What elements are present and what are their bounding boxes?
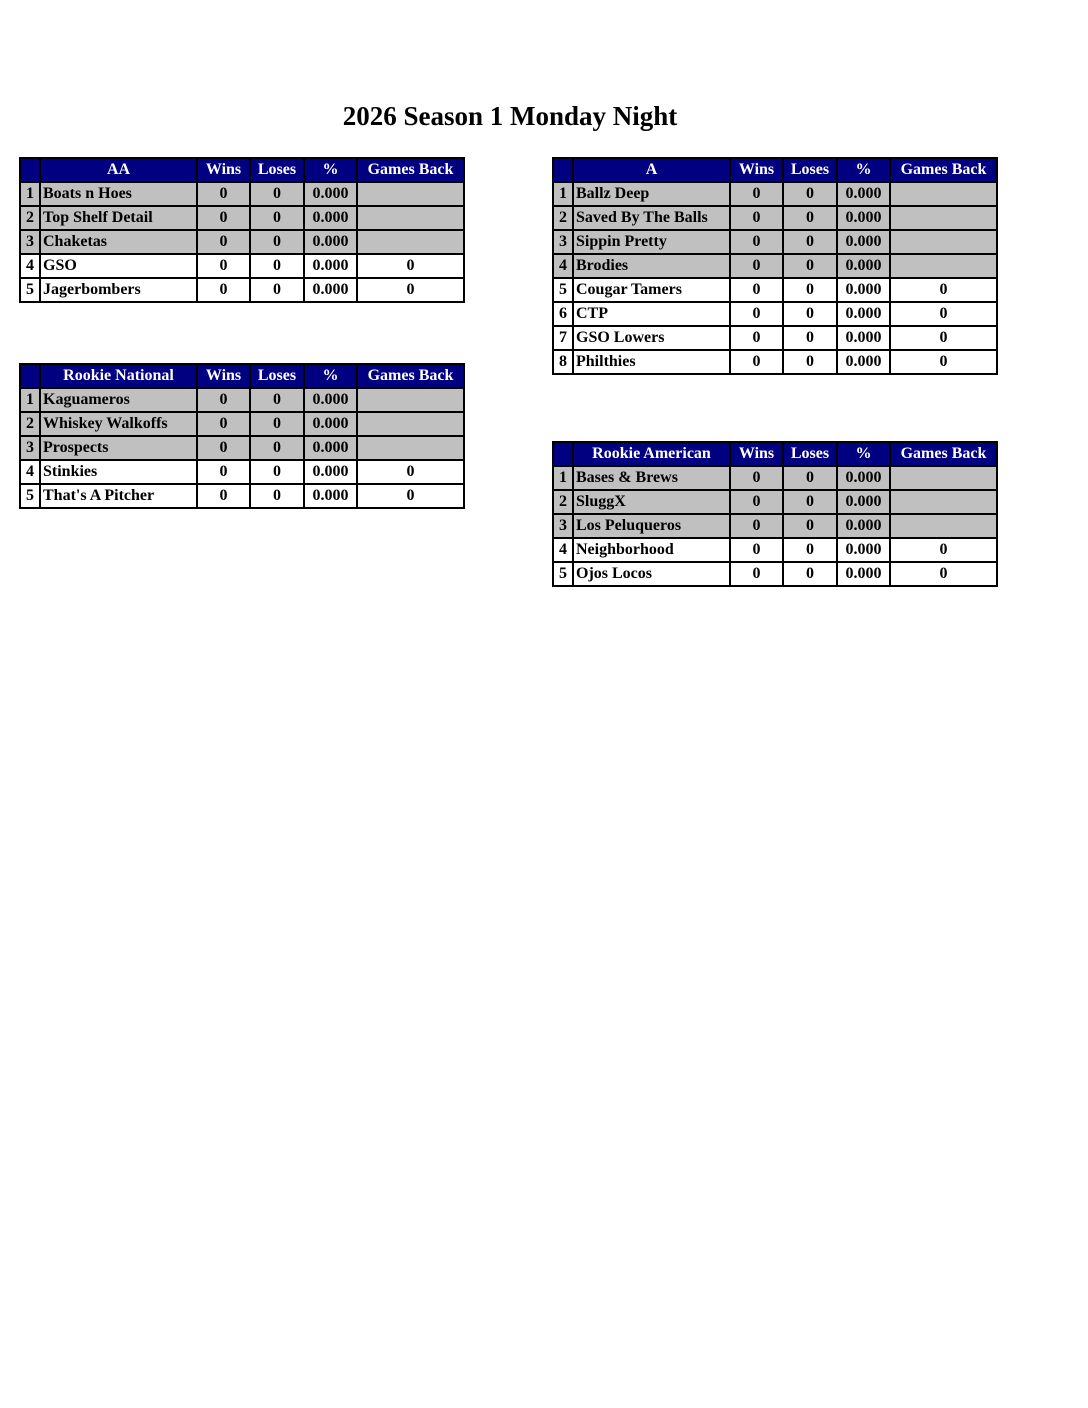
standings-table-rookie-national — [19, 363, 465, 509]
pct-cell: 0.000 — [304, 388, 357, 412]
pct-header: % — [304, 364, 357, 388]
team-name-cell: That's A Pitcher — [40, 484, 197, 508]
team-name-cell: GSO — [40, 254, 197, 278]
games-back-cell — [890, 490, 997, 514]
table-row — [20, 206, 464, 230]
team-name-cell: Ojos Locos — [573, 562, 730, 586]
rank-cell: 7 — [553, 326, 573, 350]
rank-cell: 5 — [20, 484, 40, 508]
wins-cell: 0 — [730, 538, 783, 562]
pct-cell: 0.000 — [837, 350, 890, 374]
pct-cell: 0.000 — [304, 254, 357, 278]
team-name-cell: Jagerbombers — [40, 278, 197, 302]
rank-cell: 4 — [20, 254, 40, 278]
games-back-cell — [357, 412, 464, 436]
pct-cell: 0.000 — [304, 230, 357, 254]
page-title: 2026 Season 1 Monday Night — [342, 101, 678, 131]
wins-cell: 0 — [730, 466, 783, 490]
loses-cell: 0 — [783, 538, 837, 562]
loses-cell: 0 — [250, 230, 304, 254]
loses-cell: 0 — [783, 466, 837, 490]
team-name-cell: Stinkies — [40, 460, 197, 484]
pct-cell: 0.000 — [304, 206, 357, 230]
loses-cell: 0 — [250, 436, 304, 460]
rank-cell: 1 — [553, 466, 573, 490]
loses-cell: 0 — [250, 412, 304, 436]
table-row — [553, 230, 997, 254]
games-back-cell — [357, 182, 464, 206]
team-name-cell: Los Peluqueros — [573, 514, 730, 538]
table-row — [553, 326, 997, 350]
rank-cell: 4 — [553, 254, 573, 278]
wins-cell: 0 — [730, 182, 783, 206]
table-row — [20, 436, 464, 460]
pct-cell: 0.000 — [837, 562, 890, 586]
table-row — [553, 350, 997, 374]
loses-cell: 0 — [783, 562, 837, 586]
wins-cell: 0 — [730, 302, 783, 326]
table-row — [20, 182, 464, 206]
rank-cell: 5 — [553, 562, 573, 586]
wins-cell: 0 — [730, 490, 783, 514]
games-back-cell — [890, 182, 997, 206]
division-name-header: Rookie National — [40, 364, 197, 388]
standings-table-a — [552, 157, 998, 375]
wins-cell: 0 — [197, 278, 250, 302]
pct-cell: 0.000 — [304, 460, 357, 484]
loses-cell: 0 — [250, 484, 304, 508]
pct-cell: 0.000 — [837, 466, 890, 490]
wins-header: Wins — [197, 364, 250, 388]
games-back-cell: 0 — [890, 538, 997, 562]
loses-cell: 0 — [250, 206, 304, 230]
pct-cell: 0.000 — [837, 326, 890, 350]
wins-cell: 0 — [730, 278, 783, 302]
table-row — [553, 206, 997, 230]
pct-cell: 0.000 — [304, 436, 357, 460]
team-name-cell: Neighborhood — [573, 538, 730, 562]
team-name-cell: Ballz Deep — [573, 182, 730, 206]
table-header-row — [553, 158, 997, 182]
pct-cell: 0.000 — [837, 538, 890, 562]
loses-cell: 0 — [783, 182, 837, 206]
standings-table-rookie-american — [552, 441, 998, 587]
rank-cell: 4 — [553, 538, 573, 562]
team-name-cell: GSO Lowers — [573, 326, 730, 350]
table-header-row — [20, 364, 464, 388]
table-row — [553, 278, 997, 302]
games-back-cell — [890, 230, 997, 254]
rank-cell: 5 — [20, 278, 40, 302]
wins-cell: 0 — [197, 412, 250, 436]
table-row — [553, 514, 997, 538]
games-back-cell: 0 — [890, 302, 997, 326]
team-name-cell: Bases & Brews — [573, 466, 730, 490]
table-row — [553, 254, 997, 278]
team-name-cell: Boats n Hoes — [40, 182, 197, 206]
wins-cell: 0 — [730, 350, 783, 374]
loses-cell: 0 — [250, 388, 304, 412]
pct-header: % — [837, 442, 890, 466]
team-name-cell: CTP — [573, 302, 730, 326]
division-name-header: A — [573, 158, 730, 182]
rank-cell: 1 — [20, 388, 40, 412]
loses-cell: 0 — [783, 302, 837, 326]
pct-cell: 0.000 — [837, 182, 890, 206]
pct-cell: 0.000 — [837, 514, 890, 538]
wins-cell: 0 — [197, 182, 250, 206]
wins-cell: 0 — [197, 460, 250, 484]
rank-cell: 1 — [20, 182, 40, 206]
team-name-cell: Cougar Tamers — [573, 278, 730, 302]
games-back-cell — [890, 254, 997, 278]
table-row — [553, 466, 997, 490]
team-name-cell: Sippin Pretty — [573, 230, 730, 254]
rank-header — [553, 442, 573, 466]
rank-cell: 3 — [20, 230, 40, 254]
rank-cell: 2 — [553, 206, 573, 230]
table-row — [553, 562, 997, 586]
games-back-cell — [357, 388, 464, 412]
wins-cell: 0 — [730, 562, 783, 586]
table-header-row — [553, 442, 997, 466]
rank-cell: 8 — [553, 350, 573, 374]
rank-cell: 5 — [553, 278, 573, 302]
wins-header: Wins — [730, 158, 783, 182]
team-name-cell: Whiskey Walkoffs — [40, 412, 197, 436]
standings-table-aa — [19, 157, 465, 303]
pct-cell: 0.000 — [837, 254, 890, 278]
games-back-header: Games Back — [890, 442, 997, 466]
games-back-cell: 0 — [357, 254, 464, 278]
wins-header: Wins — [197, 158, 250, 182]
pct-header: % — [837, 158, 890, 182]
pct-cell: 0.000 — [304, 182, 357, 206]
rank-cell: 3 — [20, 436, 40, 460]
rank-cell: 2 — [20, 206, 40, 230]
loses-cell: 0 — [250, 460, 304, 484]
table-row — [553, 302, 997, 326]
loses-cell: 0 — [783, 230, 837, 254]
games-back-cell — [890, 206, 997, 230]
games-back-header: Games Back — [357, 364, 464, 388]
games-back-cell — [890, 514, 997, 538]
rank-header — [553, 158, 573, 182]
wins-cell: 0 — [197, 388, 250, 412]
games-back-header: Games Back — [890, 158, 997, 182]
games-back-cell: 0 — [357, 278, 464, 302]
rank-cell: 4 — [20, 460, 40, 484]
games-back-cell: 0 — [890, 350, 997, 374]
rank-cell: 6 — [553, 302, 573, 326]
loses-cell: 0 — [783, 254, 837, 278]
wins-cell: 0 — [730, 206, 783, 230]
division-name-header: AA — [40, 158, 197, 182]
loses-cell: 0 — [783, 350, 837, 374]
games-back-cell: 0 — [357, 484, 464, 508]
wins-cell: 0 — [730, 514, 783, 538]
team-name-cell: Philthies — [573, 350, 730, 374]
games-back-cell — [357, 206, 464, 230]
loses-header: Loses — [250, 158, 304, 182]
table-row — [20, 230, 464, 254]
loses-cell: 0 — [783, 326, 837, 350]
games-back-cell — [890, 466, 997, 490]
pct-cell: 0.000 — [837, 302, 890, 326]
games-back-cell: 0 — [890, 278, 997, 302]
games-back-cell — [357, 230, 464, 254]
table-row — [20, 254, 464, 278]
pct-cell: 0.000 — [837, 490, 890, 514]
division-name-header: Rookie American — [573, 442, 730, 466]
wins-cell: 0 — [197, 206, 250, 230]
table-row — [20, 388, 464, 412]
wins-cell: 0 — [197, 230, 250, 254]
table-header-row — [20, 158, 464, 182]
rank-header — [20, 364, 40, 388]
rank-cell: 3 — [553, 230, 573, 254]
games-back-cell: 0 — [890, 326, 997, 350]
table-row — [553, 490, 997, 514]
team-name-cell: SluggX — [573, 490, 730, 514]
games-back-header: Games Back — [357, 158, 464, 182]
rank-cell: 2 — [20, 412, 40, 436]
team-name-cell: Saved By The Balls — [573, 206, 730, 230]
loses-header: Loses — [783, 158, 837, 182]
wins-cell: 0 — [730, 254, 783, 278]
pct-cell: 0.000 — [304, 484, 357, 508]
table-row — [553, 538, 997, 562]
loses-header: Loses — [250, 364, 304, 388]
loses-cell: 0 — [783, 206, 837, 230]
rank-cell: 2 — [553, 490, 573, 514]
pct-cell: 0.000 — [304, 278, 357, 302]
wins-cell: 0 — [197, 436, 250, 460]
rank-cell: 1 — [553, 182, 573, 206]
table-row — [20, 460, 464, 484]
loses-cell: 0 — [783, 490, 837, 514]
loses-cell: 0 — [250, 182, 304, 206]
table-row — [553, 182, 997, 206]
rank-header — [20, 158, 40, 182]
wins-header: Wins — [730, 442, 783, 466]
rank-cell: 3 — [553, 514, 573, 538]
team-name-cell: Prospects — [40, 436, 197, 460]
wins-cell: 0 — [730, 230, 783, 254]
loses-header: Loses — [783, 442, 837, 466]
pct-cell: 0.000 — [837, 278, 890, 302]
table-row — [20, 412, 464, 436]
loses-cell: 0 — [783, 278, 837, 302]
pct-cell: 0.000 — [837, 206, 890, 230]
pct-cell: 0.000 — [837, 230, 890, 254]
wins-cell: 0 — [730, 326, 783, 350]
table-row — [20, 278, 464, 302]
team-name-cell: Brodies — [573, 254, 730, 278]
games-back-cell: 0 — [357, 460, 464, 484]
pct-cell: 0.000 — [304, 412, 357, 436]
games-back-cell: 0 — [890, 562, 997, 586]
team-name-cell: Top Shelf Detail — [40, 206, 197, 230]
wins-cell: 0 — [197, 254, 250, 278]
team-name-cell: Kaguameros — [40, 388, 197, 412]
loses-cell: 0 — [783, 514, 837, 538]
loses-cell: 0 — [250, 254, 304, 278]
table-row — [20, 484, 464, 508]
wins-cell: 0 — [197, 484, 250, 508]
team-name-cell: Chaketas — [40, 230, 197, 254]
pct-header: % — [304, 158, 357, 182]
games-back-cell — [357, 436, 464, 460]
loses-cell: 0 — [250, 278, 304, 302]
